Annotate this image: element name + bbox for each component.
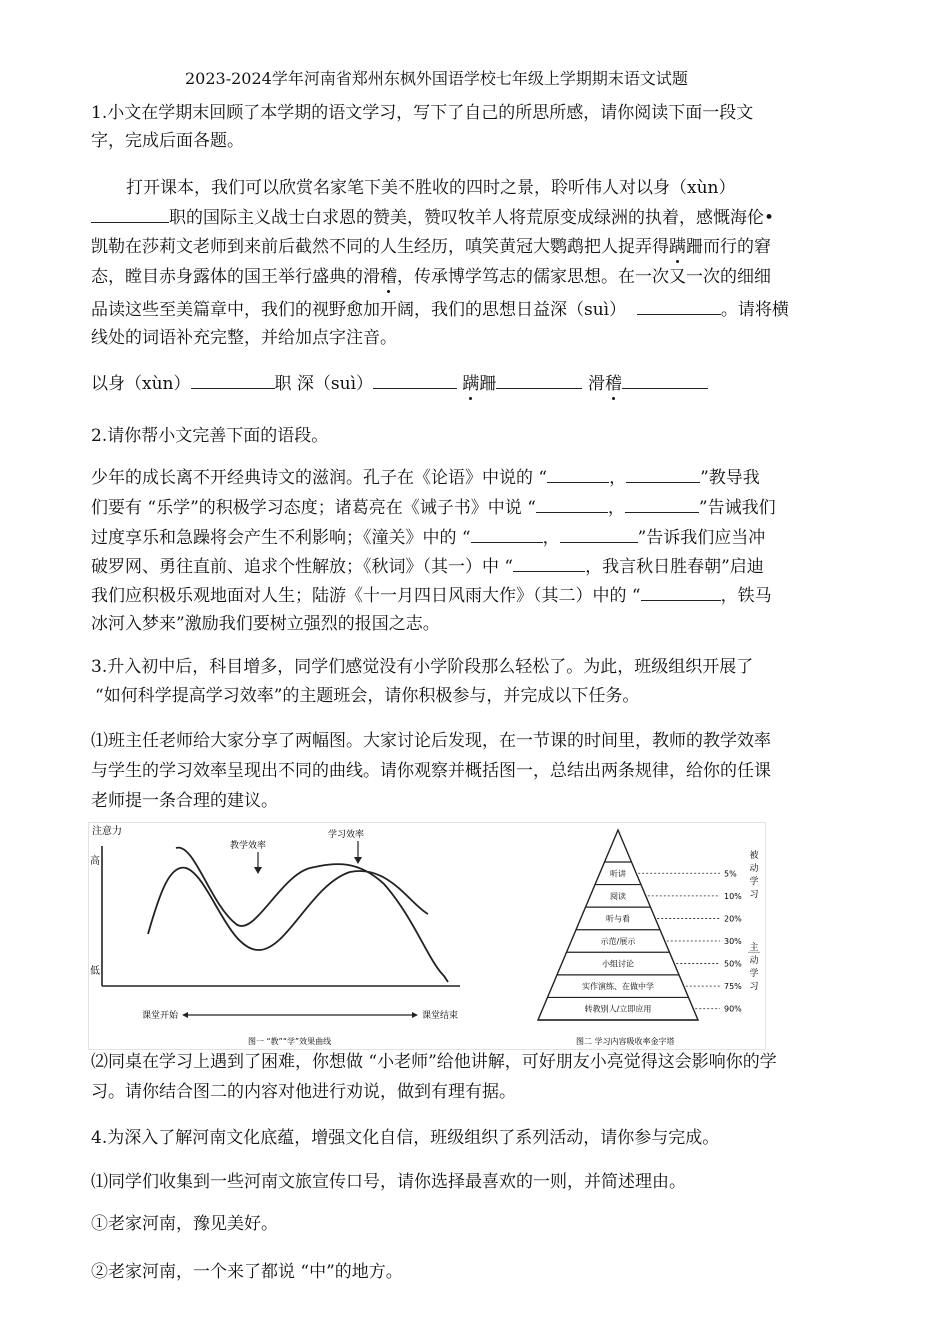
q2-passage: 冰河入梦来”激励我们要树立强烈的报国之志。 xyxy=(91,614,440,634)
fig2-side-label: 主 xyxy=(749,943,759,953)
dotted-char: 稽 xyxy=(380,267,397,287)
answer-blank[interactable] xyxy=(560,526,638,543)
answer-blank[interactable] xyxy=(626,466,700,483)
pyramid-outline xyxy=(538,830,698,1020)
fig2-pyramid xyxy=(538,830,760,1020)
fig2-side-label: 习 xyxy=(749,982,759,992)
q4-option-1: ①老家河南，豫见美好。 xyxy=(91,1214,278,1234)
pyramid-level-label: 小组讨论 xyxy=(602,959,634,969)
answer-blank[interactable] xyxy=(536,496,608,513)
q3-part2: ⑵同桌在学习上遇到了困难，你想做 “小老师”给他讲解，可好朋友小亮觉得这会影响你的学 xyxy=(91,1052,777,1072)
q4-stem: 4.为深入了解河南文化底蕴，增强文化自信，班级组织了系列活动，请你参与完成。 xyxy=(91,1128,720,1148)
pyramid-percent: 75% xyxy=(724,982,742,992)
q2-passage: 过度享乐和急躁将会产生不利影响；《潼关》中的 “ ， ”告诉我们应当冲 xyxy=(91,528,766,548)
q1-stem: 1.小文在学期末回顾了本学期的语文学习，写下了自己的所思所感，请你阅读下面一段文 xyxy=(91,103,754,123)
q1-answer-line: 以身（xùn） 职 深（suì） 蹒跚 滑稽 xyxy=(91,372,708,395)
fig1-learn-arrowhead xyxy=(354,857,362,864)
pyramid-percent: 20% xyxy=(724,914,742,924)
figures xyxy=(88,822,766,1050)
q1-passage: 态，瞠目赤身露体的国王举行盛典的滑稽，传承博学笃志的儒家思想。在一次又一次的细细 xyxy=(91,267,771,287)
fig1-low-label: 低 xyxy=(90,966,100,977)
answer-blank[interactable] xyxy=(471,526,543,543)
answer-blank[interactable] xyxy=(637,298,721,315)
fig1-caption: 图一 “教”“学”效果曲线 xyxy=(248,1037,332,1046)
pyramid-percent: 30% xyxy=(724,937,742,946)
q1-passage: 品读这些至美篇章中，我们的视野愈加开阔，我们的思想日益深（suì） 。请将横 xyxy=(91,300,789,320)
pyramid-percent: 90% xyxy=(724,1004,742,1014)
fig1-teach-label: 教学效率 xyxy=(230,841,267,851)
pyramid-level-label: 实作演练、在做中学 xyxy=(582,982,654,992)
q3-part2: 习。请你结合图二的内容对他进行劝说，做到有理有据。 xyxy=(91,1082,516,1102)
pyramid-level-label: 示范/展示 xyxy=(600,937,636,946)
fig1-learn-label: 学习效率 xyxy=(328,830,365,840)
q3-stem: 3.升入初中后，科目增多，同学们感觉没有小学阶段那么轻松了。为此，班级组织开展了 xyxy=(91,657,754,677)
fig2-side-label: 被 xyxy=(749,851,759,861)
answer-blank[interactable] xyxy=(373,372,457,389)
fig1-learning-curve xyxy=(176,848,448,982)
q1-passage: 打开课本，我们可以欣赏名家笔下美不胜收的四时之景，聆听伟人对以身（xùn） xyxy=(126,178,736,198)
pyramid-level-label: 转教别人/立即应用 xyxy=(584,1004,652,1014)
pyramid-percent: 5% xyxy=(724,869,737,879)
pyramid-percent: 50% xyxy=(724,959,742,969)
answer-blank[interactable] xyxy=(622,372,708,389)
dotted-char: 蹒 xyxy=(462,374,480,394)
pyramid-level-label: 听与看 xyxy=(606,914,630,924)
dotted-char: 稽 xyxy=(604,374,622,394)
fig2-side-label: 习 xyxy=(749,890,759,900)
fig1-end-label: 课堂结束 xyxy=(422,1011,459,1021)
q4-part1: ⑴同学们收集到一些河南文旅宣传口号，请你选择最喜欢的一则，并简述理由。 xyxy=(91,1172,686,1192)
q2-passage: 我们应积极乐观地面对人生；陆游《十一月四日风雨大作》（其二）中的 “ ，铁马 xyxy=(91,586,772,606)
fig1-time-arrowhead xyxy=(182,1012,188,1018)
answer-blank[interactable] xyxy=(513,555,585,572)
fig2-side-label: 动 xyxy=(749,956,759,966)
q2-passage: 们要有 “乐学”的积极学习态度；诸葛亮在《诫子书》中说 “ ， ”告诫我们 xyxy=(91,498,776,518)
answer-blank[interactable] xyxy=(191,372,275,389)
q3-part1: 老师提一条合理的建议。 xyxy=(91,791,278,811)
fig1-high-label: 高 xyxy=(90,856,100,867)
fig2-caption: 图二 学习内容吸收率金字塔 xyxy=(576,1037,675,1046)
fig1-teaching-curve xyxy=(148,868,428,950)
fig2-side-label: 学 xyxy=(749,969,759,979)
q2-passage: 少年的成长离不开经典诗文的滋润。孔子在《论语》中说的 “ ， ”教导我 xyxy=(91,468,760,488)
fig1-time-arrowhead xyxy=(412,1012,418,1018)
pyramid-percent: 10% xyxy=(724,891,742,901)
page-title: 2023-2024学年河南省郑州东枫外国语学校七年级上学期期末语文试题 xyxy=(185,69,688,88)
dotted-char: 蹒 xyxy=(669,237,686,257)
pyramid-level-label: 阅读 xyxy=(610,891,626,901)
q3-stem: “如何科学提高学习效率”的主题班会，请你积极参与，并完成以下任务。 xyxy=(95,686,640,706)
q4-option-2: ②老家河南，一个来了都说 “中”的地方。 xyxy=(91,1262,403,1282)
q3-part1: ⑴班主任老师给大家分享了两幅图。大家讨论后发现，在一节课的时间里，教师的教学效率 xyxy=(91,731,771,751)
pyramid-level-label: 听讲 xyxy=(610,869,626,879)
fig1-teach-arrowhead xyxy=(254,867,262,874)
answer-blank[interactable] xyxy=(91,206,169,223)
answer-blank[interactable] xyxy=(547,466,609,483)
fig2-side-label: 动 xyxy=(749,864,759,874)
q3-part1: 与学生的学习效率呈现出不同的曲线。请你观察并概括图一，总结出两条规律，给你的任课 xyxy=(91,761,771,781)
fig2-side-label: 学 xyxy=(749,877,759,887)
q1-stem: 字，完成后面各题。 xyxy=(91,131,244,151)
q2-stem: 2.请你帮小文完善下面的语段。 xyxy=(91,426,329,446)
answer-blank[interactable] xyxy=(641,584,721,601)
q1-passage: 职的国际主义战士白求恩的赞美，赞叹牧羊人将荒原变成绿洲的执着，感慨海伦• xyxy=(91,206,774,229)
answer-blank[interactable] xyxy=(625,496,699,513)
q1-passage: 线处的词语补充完整，并给加点字注音。 xyxy=(91,328,397,348)
q1-passage: 凯勒在莎莉文老师到来前后截然不同的人生经历，嗔笑黄冠大鹦鹉把人捉弄得蹒跚而行的窘 xyxy=(91,237,771,257)
fig1-start-label: 课堂开始 xyxy=(142,1011,179,1021)
fig1-y-label: 注意力 xyxy=(92,826,122,837)
q2-passage: 破罗网、勇往直前、追求个性解放；《秋词》（其一）中 “ ，我言秋日胜春朝”启迪 xyxy=(91,557,764,577)
answer-blank[interactable] xyxy=(496,372,582,389)
